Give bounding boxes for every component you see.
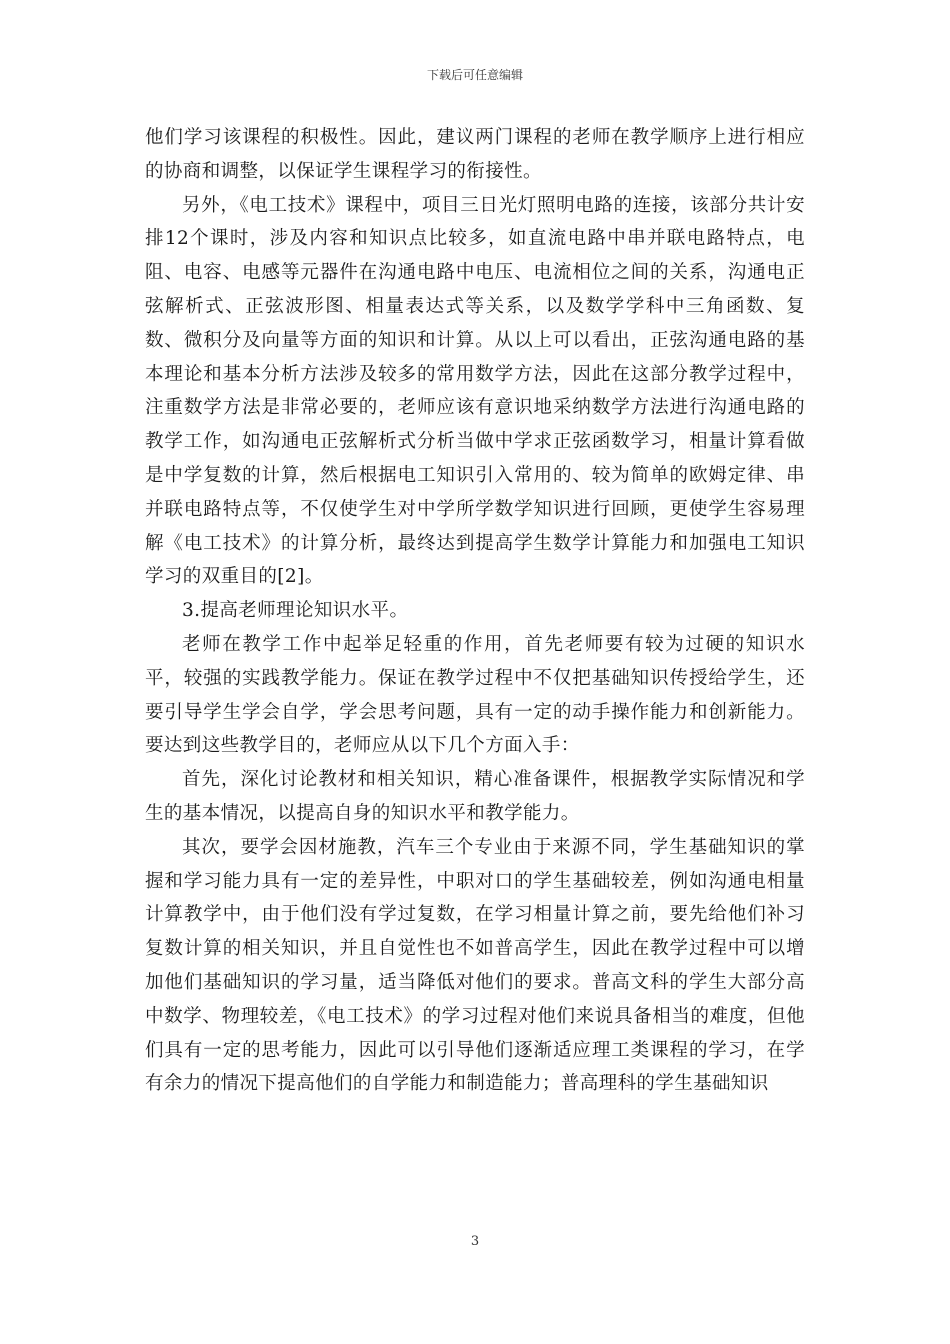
paragraph-electrical-course: 另外，《电工技术》课程中，项目三日光灯照明电路的连接，该部分共计安排12个课时，涉及内容和知识点比较多，如直流电路中串并联电路特点，电阻、电容、电感等元器件在沟通电路中电压、电流相位之间的关系，沟通电正弦解析式、正弦波形图、相量表达式等关系，以及数学学科中三角函数、复数、微积分及向量等方面的知识和计算。从以上可以看出，正弦沟通电路的基本理论和基本分析方法涉及较多的常用数学方法，因此在这部分教学过程中，注重数学方法是非常必要的，老师应该有意识地采纳数学方法进行沟通电路的教学工作，如沟通电正弦解析式分析当做中学求正弦函数学习，相量计算看做是中学复数的计算，然后根据电工知识引入常用的、较为简单的欧姆定律、串并联电路特点等，不仅使学生对中学所学数学知识进行回顾，更使学生容易理解《电工技术》的计算分析，最终达到提高学生数学计算能力和加强电工知识学习的双重目的[2]。 [145, 194, 805, 588]
paragraph-teacher-role: 老师在教学工作中起举足轻重的作用，首先老师要有较为过硬的知识水平，较强的实践教学能力。保证在教学过程中不仅把基础知识传授给学生，还要引导学生学会自学，学会思考问题，具有一定的动手操作能力和创新能力。要达到这些教学目的，老师应从以下几个方面入手： [145, 633, 805, 757]
page-header: 下载后可任意编辑 [426, 68, 523, 82]
page-number: 3 [470, 1234, 480, 1249]
paragraph-first: 首先，深化讨论教材和相关知识，精心准备课件，根据教学实际情况和学生的基本情况，以提高自身的知识水平和教学能力。 [145, 769, 805, 824]
section-heading-teacher-knowledge: 3.提高老师理论知识水平。 [182, 600, 409, 622]
document-body [145, 121, 805, 1101]
paragraph-second: 其次，要学会因材施教，汽车三个专业由于来源不同，学生基础知识的掌握和学习能力具有一定的差异性，中职对口的学生基础较差，例如沟通电相量计算教学中，由于他们没有学过复数，在学习相量计算之前，要先给他们补习复数计算的相关知识，并且自觉性也不如普高学生，因此在教学过程中可以增加他们基础知识的学习量，适当降低对他们的要求。普高文科的学生大部分高中数学、物理较差，《电工技术》的学习过程对他们来说具备相当的难度，但他们具有一定的思考能力，因此可以引导他们逐渐适应理工类课程的学习，在学有余力的情况下提高他们的自学能力和制造能力；普高理科的学生基础知识 [145, 836, 805, 1095]
paragraph-continuation: 他们学习该课程的积极性。因此，建议两门课程的老师在教学顺序上进行相应的协商和调整，以保证学生课程学习的衔接性。 [145, 127, 805, 182]
